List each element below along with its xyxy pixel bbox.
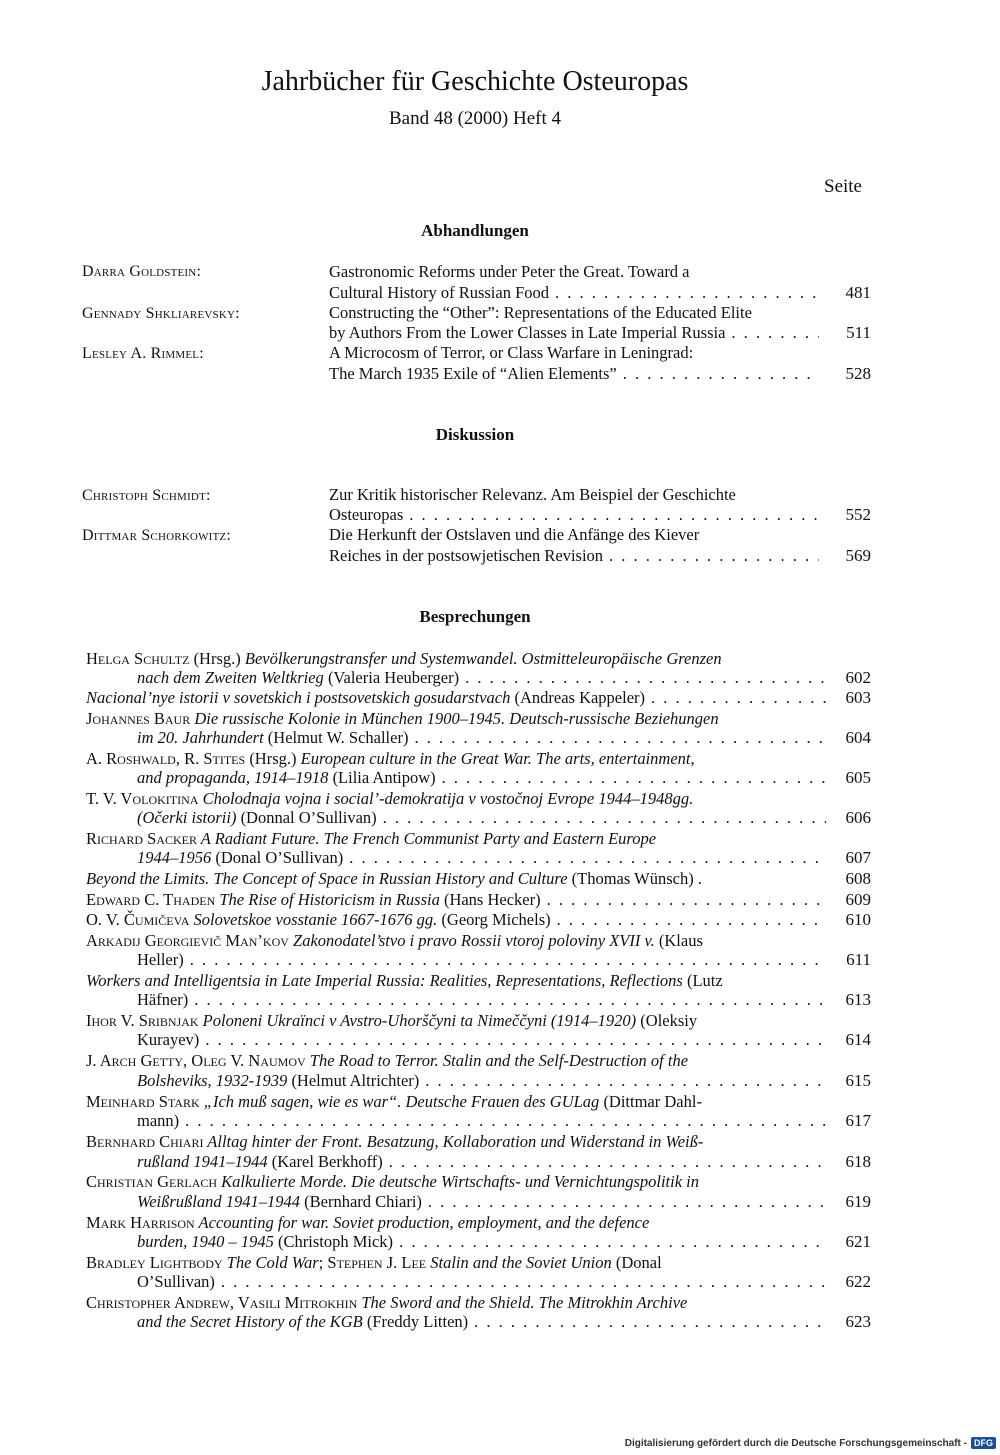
review-reviewer: (Bernhard Chiari) — [300, 1192, 422, 1211]
leader-dots — [422, 1192, 826, 1212]
review-page: 619 — [845, 1192, 871, 1211]
leader-dots — [184, 950, 826, 970]
entry-title-line — [329, 505, 819, 525]
entry-author: Lesley A. Rimmel: — [82, 345, 204, 362]
review-page: 602 — [845, 668, 871, 687]
review-page: 604 — [845, 728, 871, 747]
review-line — [86, 971, 826, 991]
review-title: (Očerki istorii) — [137, 808, 237, 827]
review-reviewer: (Hans Hecker) — [439, 890, 541, 909]
review-author: Stephen J. Lee — [327, 1253, 427, 1272]
review-author: Edward C. Thaden — [86, 890, 216, 909]
entry-title-line: Constructing the “Other”: Representations of the Educated Elite — [329, 303, 752, 322]
review-line — [137, 990, 826, 1010]
review-page: 613 — [845, 990, 871, 1009]
leader-dots — [377, 808, 826, 828]
digitization-footer — [625, 1437, 996, 1449]
review-author: Meinhard Stark — [86, 1092, 200, 1111]
review-reviewer: mann) — [137, 1111, 180, 1130]
review-title: Die russische Kolonie in München 1900–1945. Deutsch-russische Beziehungen — [190, 709, 719, 728]
review-line — [86, 1293, 826, 1313]
review-line — [86, 709, 826, 729]
review-page: 614 — [845, 1030, 871, 1049]
leader-dots — [343, 848, 826, 868]
review-author: T. V. Volokitina — [86, 789, 199, 808]
review-line — [137, 1232, 826, 1252]
review-author: Mark Harrison — [86, 1213, 195, 1232]
review-author: J. Arch Getty, Oleg V. Naumov — [86, 1051, 306, 1070]
review-reviewer: (Lutz — [682, 971, 723, 990]
entry-page: 569 — [845, 546, 871, 565]
review-line — [137, 1071, 826, 1091]
review-reviewer: O’Sullivan) — [137, 1272, 215, 1291]
review-author: Richard Sacker — [86, 829, 197, 848]
review-reviewer: (Helmut W. Schaller) — [263, 728, 409, 747]
review-title: rußland 1941–1944 — [137, 1152, 268, 1171]
review-title: Weißrußland 1941–1944 — [137, 1192, 301, 1211]
review-reviewer: (Helmut Altrichter) — [287, 1071, 420, 1090]
leader-dots — [551, 910, 826, 930]
review-page: 605 — [845, 768, 871, 787]
review-line — [86, 749, 826, 769]
footer-text: Digitalisierung gefördert durch die Deutsche Forschungsgemeinschaft - — [624, 1437, 967, 1449]
review-reviewer: (Freddy Litten) — [362, 1312, 469, 1331]
entry-author: Darra Goldstein: — [82, 263, 202, 280]
review-title: Workers and Intelligentsia in Late Imperial Russia: Realities, Representations, Reflections — [86, 971, 683, 990]
review-title: Alltag hinter der Front. Besatzung, Kollaboration und Widerstand in Weiß- — [203, 1132, 704, 1151]
review-line — [86, 789, 826, 809]
review-author: Helga Schultz — [86, 649, 190, 668]
page-column-label: Seite — [824, 176, 862, 197]
leader-dots — [459, 668, 826, 688]
entry-title-line: Zur Kritik historischer Relevanz. Am Beispiel der Geschichte — [329, 485, 736, 504]
review-title: burden, 1940 – 1945 — [137, 1232, 274, 1251]
entry-title-line — [329, 323, 819, 343]
entry-page: 552 — [845, 505, 871, 524]
entry-title-line — [329, 546, 819, 566]
review-line — [86, 890, 826, 910]
entry-page: 511 — [846, 323, 871, 342]
review-page: 615 — [845, 1071, 871, 1090]
review-title: im 20. Jahrhundert — [137, 728, 264, 747]
review-title: Cholodnaja vojna i social’-demokratija v vostočnoj Evrope 1944–1948gg. — [198, 789, 694, 808]
leader-dots — [436, 768, 826, 788]
review-title: Kalkulierte Morde. Die deutsche Wirtschafts- und Vernichtungspolitik in — [217, 1172, 699, 1191]
leader-dots — [419, 1071, 826, 1091]
review-line — [137, 1152, 826, 1172]
review-page: 621 — [845, 1232, 871, 1251]
review-title: The Sword and the Shield. The Mitrokhin Archive — [357, 1293, 688, 1312]
review-reviewer: (Lilia Antipow) — [328, 768, 436, 787]
review-line — [137, 1111, 826, 1131]
review-line — [137, 808, 826, 828]
review-reviewer: Häfner) — [137, 990, 189, 1009]
review-reviewer: Kurayev) — [137, 1030, 200, 1049]
issue-subtitle: Band 48 (2000) Heft 4 — [388, 108, 562, 129]
leader-dots — [188, 990, 826, 1010]
review-title: nach dem Zweiten Weltkrieg — [137, 668, 324, 687]
leader-dots — [549, 283, 819, 303]
review-reviewer: (Karel Berkhoff) — [267, 1152, 383, 1171]
review-page: 622 — [845, 1272, 871, 1291]
review-reviewer: (Dittmar Dahl- — [599, 1092, 702, 1111]
entry-title-line: A Microcosm of Terror, or Class Warfare in Leningrad: — [329, 343, 694, 362]
review-reviewer: (Georg Michels) — [437, 910, 551, 929]
review-line — [86, 1132, 826, 1152]
leader-dots — [215, 1272, 826, 1292]
review-line — [137, 950, 826, 970]
entry-title-line — [329, 283, 819, 303]
review-reviewer: (Klaus — [654, 931, 703, 950]
entry-author: Dittmar Schorkowitz: — [82, 527, 231, 544]
entry-title-text: by Authors From the Lower Classes in Late Imperial Russia — [329, 323, 726, 342]
entry-title-line — [329, 364, 819, 384]
review-line — [137, 668, 826, 688]
section-heading-diskussion: Diskussion — [435, 425, 515, 444]
review-line — [86, 1213, 826, 1233]
review-title: Solovetskoe vosstanie 1667-1676 gg. — [189, 910, 438, 929]
review-title: The Road to Terror. Stalin and the Self-Destruction of the — [305, 1051, 689, 1070]
entry-author: Christoph Schmidt: — [82, 487, 211, 504]
review-title: Poloneni Ukraïnci v Avstro-Uhorščyni ta Nimeččyni (1914–1920) — [198, 1011, 637, 1030]
leader-dots — [541, 890, 826, 910]
review-line — [86, 1172, 826, 1192]
review-title: The Rise of Historicism in Russia — [215, 890, 440, 909]
review-line — [86, 931, 826, 951]
review-page: 606 — [845, 808, 871, 827]
review-reviewer: (Valeria Heuberger) — [323, 668, 460, 687]
review-author: Ihor V. Sribnjak — [86, 1011, 199, 1030]
leader-dots — [645, 688, 826, 708]
review-author: Arkadij Georgievič Man’kov — [86, 931, 289, 950]
leader-dots — [199, 1030, 826, 1050]
review-page: 617 — [845, 1111, 871, 1130]
entry-title-text: The March 1935 Exile of “Alien Elements” — [329, 364, 617, 383]
review-separator: ; — [318, 1253, 328, 1272]
entry-title-text: Cultural History of Russian Food — [329, 283, 550, 302]
review-author: Bradley Lightbody — [86, 1253, 223, 1272]
review-title: 1944–1956 — [137, 848, 212, 867]
entry-title-text: Reiches in der postsowjetischen Revision — [329, 546, 604, 565]
review-author: A. Roshwald, R. Stites — [86, 749, 246, 768]
review-page: 611 — [846, 950, 871, 969]
review-author: O. V. Čumičeva — [86, 910, 190, 929]
leader-dots — [725, 323, 819, 343]
review-title: European culture in the Great War. The arts, entertainment, — [300, 749, 695, 768]
leader-dots — [393, 1232, 826, 1252]
review-reviewer: Heller) — [137, 950, 184, 969]
review-title: Nacional’nye istorii v sovetskich i postsovetskich gosudarstvach — [86, 688, 511, 707]
review-page: 603 — [845, 688, 871, 707]
review-title: The Cold War — [222, 1253, 319, 1272]
leader-dots — [179, 1111, 826, 1131]
review-line — [86, 1092, 826, 1112]
entry-title-line: Die Herkunft der Ostslaven und die Anfänge des Kiever — [329, 525, 700, 544]
review-reviewer: (Donnal O’Sullivan) — [236, 808, 377, 827]
review-line — [86, 688, 826, 708]
leader-dots — [408, 728, 826, 748]
review-line — [86, 910, 826, 930]
review-line — [86, 869, 826, 889]
entry-title-line: Gastronomic Reforms under Peter the Great. Toward a — [329, 262, 690, 281]
review-line — [86, 1051, 826, 1071]
entry-page: 528 — [845, 364, 871, 383]
review-title: Bevölkerungstransfer und Systemwandel. Ostmitteleuropäische Grenzen — [244, 649, 722, 668]
review-line — [137, 1312, 826, 1332]
review-title: Accounting for war. Soviet production, employment, and the defence — [194, 1213, 650, 1232]
entry-title-text: Osteuropas — [329, 505, 404, 524]
review-line — [86, 1011, 826, 1031]
review-title: Bolsheviks, 1932-1939 — [137, 1071, 288, 1090]
review-line — [137, 768, 826, 788]
review-line — [137, 848, 826, 868]
review-title: Stalin and the Soviet Union — [426, 1253, 612, 1272]
entry-author: Gennady Shkliarevsky: — [82, 305, 240, 322]
review-author: Christian Gerlach — [86, 1172, 218, 1191]
review-editor-note: (Hrsg.) — [245, 749, 301, 768]
review-reviewer: (Donal — [611, 1253, 662, 1272]
section-heading-besprechungen: Besprechungen — [419, 607, 531, 626]
review-title: „Ich muß sagen, wie es war“. Deutsche Frauen des GULag — [199, 1092, 600, 1111]
review-title: Zakonodatel’stvo i pravo Rossii vtoroj poloviny XVII v. — [288, 931, 655, 950]
review-line — [137, 1030, 826, 1050]
leader-dots — [603, 546, 819, 566]
review-author: Christopher Andrew, Vasili Mitrokhin — [86, 1293, 358, 1312]
section-heading-abhandlungen: Abhandlungen — [421, 221, 529, 240]
journal-title: Jahrbücher für Geschichte Osteuropas — [261, 66, 689, 97]
review-reviewer: (Andreas Kappeler) — [510, 688, 646, 707]
review-title: and propaganda, 1914–1918 — [137, 768, 329, 787]
review-page: 623 — [845, 1312, 871, 1331]
leader-dots — [383, 1152, 826, 1172]
review-page: 610 — [845, 910, 871, 929]
review-reviewer: (Thomas Wünsch) . — [567, 869, 702, 888]
dfg-logo-icon: DFG — [971, 1437, 996, 1449]
review-page: 607 — [845, 848, 871, 867]
review-line — [137, 1272, 826, 1292]
review-reviewer: (Oleksiy — [636, 1011, 698, 1030]
review-page: 618 — [845, 1152, 871, 1171]
review-reviewer: (Christoph Mick) — [273, 1232, 394, 1251]
review-line — [86, 1253, 826, 1273]
review-author: Johannes Baur — [86, 709, 191, 728]
review-reviewer: (Donal O’Sullivan) — [211, 848, 344, 867]
review-line — [137, 1192, 826, 1212]
entry-page: 481 — [845, 283, 871, 302]
review-title: and the Secret History of the KGB — [137, 1312, 363, 1331]
review-author: Bernhard Chiari — [86, 1132, 204, 1151]
leader-dots — [468, 1312, 826, 1332]
leader-dots — [617, 364, 819, 384]
review-line — [86, 829, 826, 849]
review-title: A Radiant Future. The French Communist Party and Eastern Europe — [196, 829, 657, 848]
review-line — [86, 649, 826, 669]
review-page: 609 — [845, 890, 871, 909]
review-title: Beyond the Limits. The Concept of Space in Russian History and Culture — [86, 869, 568, 888]
review-editor-note: (Hrsg.) — [189, 649, 245, 668]
review-page: 608 — [845, 869, 871, 888]
review-line — [137, 728, 826, 748]
leader-dots — [403, 505, 819, 525]
